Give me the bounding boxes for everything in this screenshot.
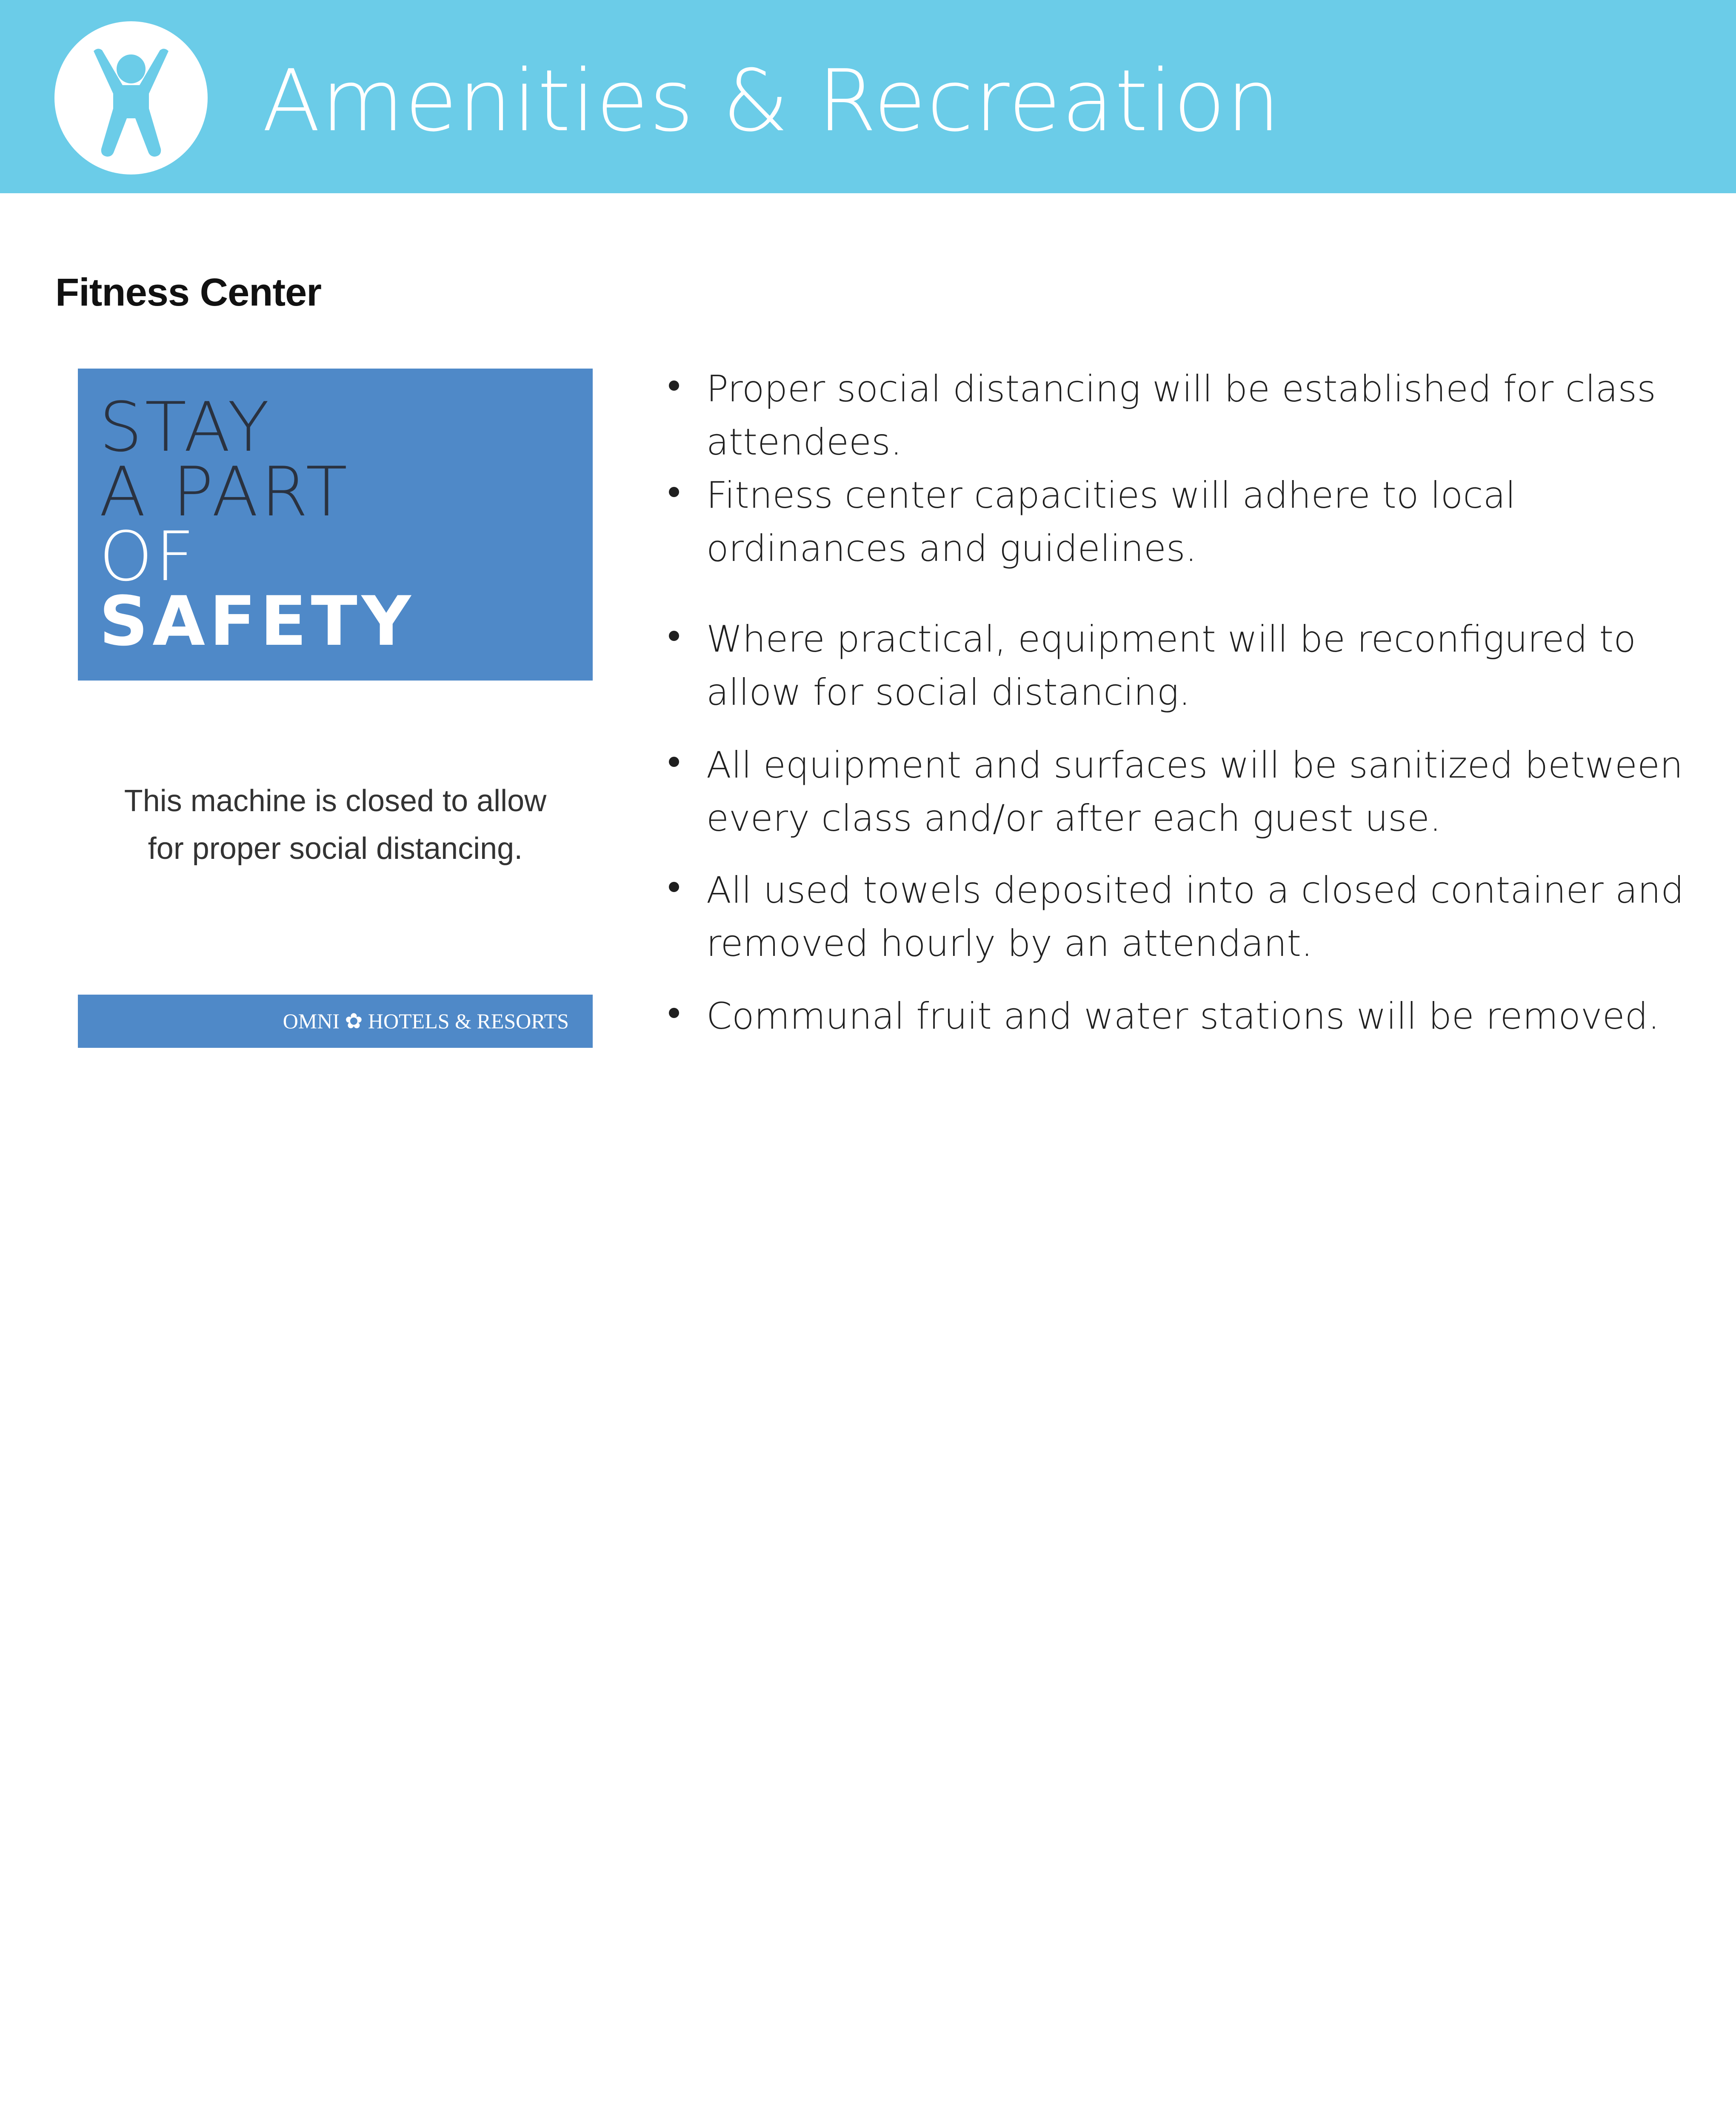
sign-line-stay: STAY xyxy=(99,387,272,467)
bullet-icon xyxy=(669,1008,679,1018)
list-item-text: Where practical, equipment will be reconfigured to allow for social distancing. xyxy=(706,618,1636,714)
sign-line-safety: SAFETY xyxy=(99,581,415,661)
sign-message-line: for proper social distancing. xyxy=(148,832,523,866)
logo-word: & xyxy=(455,1009,471,1033)
sign-line-apart: A PART xyxy=(99,452,350,532)
sign-omni-logo xyxy=(283,1009,569,1033)
bullet-icon xyxy=(669,380,679,391)
logo-word: OMNI xyxy=(283,1009,340,1033)
bullet-icon xyxy=(669,631,679,641)
person-exercise-icon xyxy=(54,21,208,174)
sign-banner xyxy=(78,369,593,681)
list-item-text: All equipment and surfaces will be sanitized between every class and/or after each guest use. xyxy=(706,744,1683,840)
sign-line-of: OF xyxy=(99,517,197,596)
bullet-icon xyxy=(669,882,679,892)
header-bar xyxy=(0,0,1736,193)
bullet-icon xyxy=(669,757,679,767)
page-title: Amenities & Recreation xyxy=(262,51,1281,151)
list-item-text: All used towels deposited into a closed container and removed hourly by an attendant. xyxy=(706,869,1684,965)
sign-message xyxy=(78,777,593,872)
list-item-text: Proper social distancing will be established for class attendees. xyxy=(706,368,1656,463)
list-item-text: Communal fruit and water stations will be removed. xyxy=(706,995,1660,1038)
logo-word: HOTELS xyxy=(368,1009,450,1033)
sign-footer-bar xyxy=(78,995,593,1048)
safety-sign-image xyxy=(78,369,593,1048)
section-heading: Fitness Center xyxy=(55,271,322,314)
bullet-icon xyxy=(669,487,679,497)
sign-message-line: This machine is closed to allow xyxy=(124,784,547,818)
list-item-text: Fitness center capacities will adhere to local ordinances and guidelines. xyxy=(706,474,1516,570)
flower-icon: ✿ xyxy=(345,1009,363,1033)
logo-word: RESORTS xyxy=(477,1009,569,1033)
